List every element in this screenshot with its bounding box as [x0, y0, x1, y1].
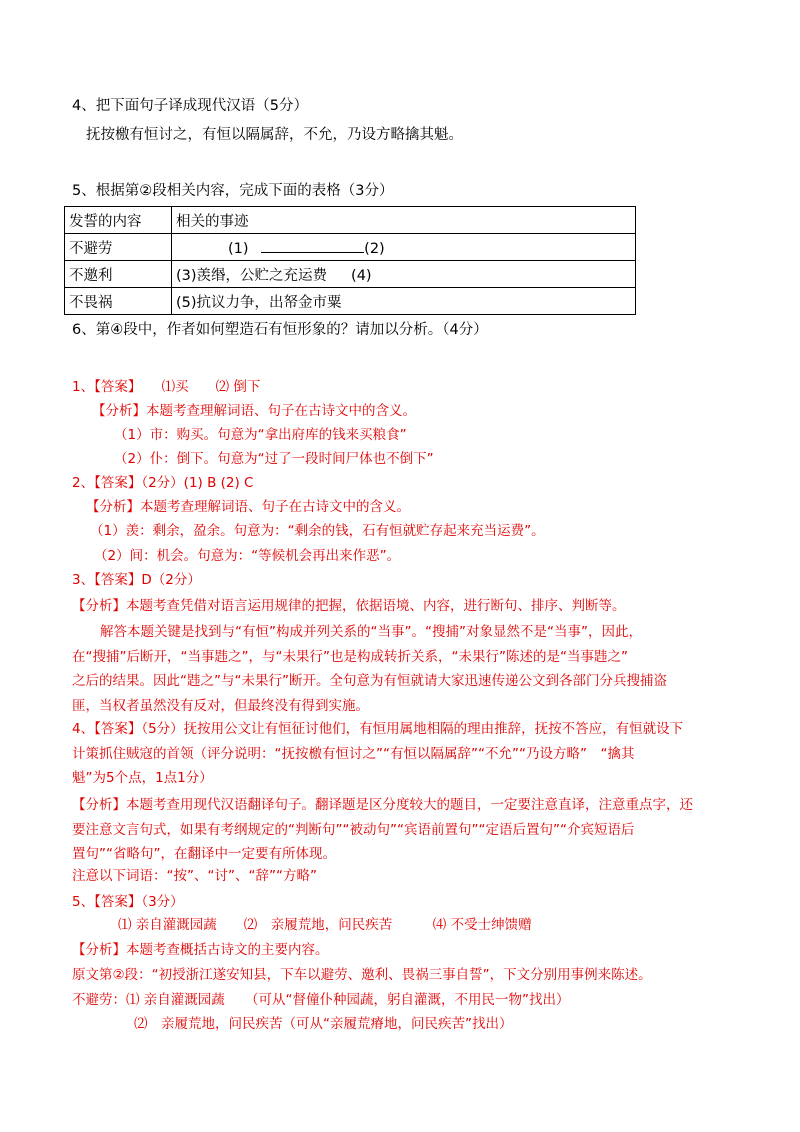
q6-title: 6、第④段中，作者如何塑造石有恒形象的？请加以分析。（4分） [72, 322, 488, 338]
answer-4-para-3: 魁”为5个点，1点1分） [72, 770, 213, 786]
answer-2-analysis: 【分析】本题考查理解词语、句子在古诗文中的含义。 [86, 499, 410, 515]
cell-text: (3)羡缗，公贮之充运费 [176, 267, 328, 284]
answer-5-line-2: ⑵ 亲履荒地，问民疾苦（可从“亲履荒瘠地，问民疾苦”找出） [134, 1016, 513, 1032]
answer-1-line-2: （2）仆：倒下。句意为“过了一段时间尸体也不倒下” [114, 451, 434, 467]
fill-blank-line [261, 238, 364, 253]
answer-3-para-2: 在“搜捕”后断开，“当事韪之”，与“未果行”也是构成转折关系，“未果行”陈述的是“当事韪之” [72, 649, 628, 665]
table-cell-item: 不畏祸 [65, 288, 172, 315]
table-header-row [65, 207, 636, 234]
table-row [65, 261, 636, 288]
answer-4-para-1: 4、【答案】（5分）抚按用公文让有恒征讨他们，有恒用属地相隔的理由推辞，抚按不答应，有恒就设下 [72, 721, 684, 737]
table-cell-item: 不避劳 [65, 234, 172, 261]
table-row [65, 234, 636, 261]
blank-label-2: (2) [364, 240, 385, 257]
answer-3-para-1: 解答本题关键是找到与“有恒”构成并列关系的“当事”。“搜捕”对象显然不是“当事”，因此， [100, 624, 642, 640]
cell-text: (5)抗议力争，出帑金市粟 [176, 294, 342, 311]
table-cell-content [172, 234, 636, 261]
blank-label-4: (4) [351, 267, 372, 284]
answer-2-head: 2、【答案】（2分）(1) B (2) C [72, 475, 254, 491]
q4-title: 4、把下面句子译成现代汉语（5分） [72, 98, 308, 114]
answer-4-analysis-2: 要注意文言句式，如果有考纲规定的“判断句”“被动句”“宾语前置句”“定语后置句”“介宾短语后 [72, 822, 635, 838]
answer-3-analysis: 【分析】本题考查凭借对语言运用规律的把握，依据语境、内容，进行断句、排序、判断等。 [72, 598, 626, 614]
q5-table [64, 206, 636, 315]
answer-3-para-4: 匪，当权者虽然没有反对，但最终没有得到实施。 [72, 698, 369, 714]
table-header-cell: 相关的事迹 [172, 207, 636, 234]
answer-1-head: 1、【答案】 ⑴买 ⑵ 倒下 [72, 379, 261, 395]
blank-label-1: (1) [228, 240, 249, 257]
q5-title: 5、根据第②段相关内容，完成下面的表格（3分） [72, 183, 394, 199]
answer-2-line-2: （2）间：机会。句意为：“等候机会再出来作恶”。 [94, 548, 401, 564]
answer-4-para-2: 计策抓住贼寇的首领（评分说明：“抚按檄有恒讨之”“有恒以隔属辞”“不允”“乃设方略” “擒其 [72, 746, 635, 762]
answer-3-para-3: 之后的结果。因此“韪之”与“未果行”断开。全句意为有恒就请大家迅速传递公文到各部门分兵搜捕盗 [72, 673, 667, 689]
answer-5-analysis: 【分析】本题考查概括古诗文的主要内容。 [72, 942, 329, 958]
answer-5-original: 原文第②段：“初授浙江遂安知县，下车以避劳、邀利、畏祸三事自誓”，下文分别用事例来陈述。 [72, 967, 652, 983]
answer-1-line-1: （1）市：购买。句意为“拿出府库的钱来买粮食” [114, 427, 407, 443]
answer-4-note: 注意以下词语：“按”、“讨”、“辞”“方略” [72, 868, 317, 884]
answer-2-line-1: （1）羡：剩余，盈余。句意为：“剩余的钱，石有恒就贮存起来充当运费”。 [90, 523, 545, 539]
answer-1-analysis: 【分析】本题考查理解词语、句子在古诗文中的含义。 [92, 403, 416, 419]
answer-5-line-1: 不避劳：⑴ 亲自灌溉园蔬 （可从“督僮仆种园蔬，躬自灌溉，不用民一物”找出） [72, 992, 570, 1008]
table-header-cell: 发誓的内容 [65, 207, 172, 234]
table-cell-item: 不邀利 [65, 261, 172, 288]
table-cell-content [172, 288, 636, 315]
answer-5-items: ⑴ 亲自灌溉园蔬 ⑵ 亲履荒地，问民疾苦 ⑷ 不受士绅馈赠 [118, 917, 532, 933]
table-cell-content [172, 261, 636, 288]
answer-5-head: 5、【答案】（3分） [72, 894, 184, 910]
answer-4-analysis-1: 【分析】本题考查用现代汉语翻译句子。翻译题是区分度较大的题目，一定要注意直译，注意重点字，还 [72, 797, 693, 813]
answer-3-head: 3、【答案】D（2分） [72, 572, 201, 588]
q4-sentence: 抚按檄有恒讨之，有恒以隔属辞，不允，乃设方略擒其魁。 [86, 127, 463, 143]
answer-4-analysis-3: 置句”“省略句”，在翻译中一定要有所体现。 [72, 846, 336, 862]
table-row [65, 288, 636, 315]
